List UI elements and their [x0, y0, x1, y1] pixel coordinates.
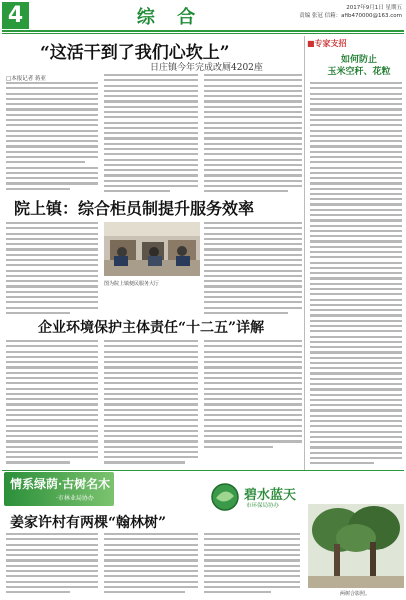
- article4-col2: [104, 533, 198, 596]
- logo-name: 碧水蓝天: [244, 488, 297, 503]
- article1-col1: [6, 82, 98, 193]
- article2-col3: [204, 222, 302, 317]
- sidebar-title-line1: 如何防止: [340, 55, 377, 65]
- article1-subheadline: 日庄镇今年完成改厕4202座: [150, 63, 263, 73]
- service-hall-photo: [104, 222, 200, 276]
- article4-col1: [6, 533, 98, 596]
- article3-col2: [104, 340, 198, 467]
- editor-info: 责编 张冠 信箱：afib470000@163.com: [299, 13, 402, 19]
- banner-title: 情系绿荫·古树名木: [10, 477, 111, 491]
- article1-headline: “这活干到了我们心坎上”: [40, 43, 230, 63]
- header-rule: [2, 30, 404, 32]
- article2-headline: 院上镇：综合柜员制提升服务效率: [14, 199, 255, 218]
- banner-subtitle: ·市林业局协办: [56, 495, 94, 502]
- service-hall-image: [104, 222, 200, 276]
- sidebar-title-line2: 玉米空秆、花粒: [327, 67, 391, 77]
- expert-tips-tag: ■专家支招: [307, 39, 347, 48]
- article3-headline: 企业环境保护主体责任“十二五”详解: [38, 320, 265, 336]
- trees-image: [308, 504, 404, 588]
- article2-photo-caption: 图为院上镇便民服务大厅: [104, 281, 160, 287]
- article3-col3: [204, 340, 302, 451]
- page-number: 4: [2, 2, 29, 29]
- logo-subtitle: 市环保局协办: [246, 503, 280, 509]
- sidebar-body: [310, 82, 402, 468]
- column-banner: [4, 472, 114, 506]
- article1-byline: □本报记者 蒋亚: [6, 76, 46, 82]
- environment-logo: [210, 482, 310, 514]
- article1-col2: [104, 74, 198, 195]
- section-divider: [2, 470, 404, 471]
- column-divider: [304, 36, 305, 470]
- issue-date: 2017年9月1日 星期五: [346, 5, 402, 11]
- article4-headline: 姜家许村有两棵“翰林树”: [10, 515, 167, 531]
- globe-leaf-icon: [210, 482, 240, 512]
- article1-col3: [204, 74, 302, 195]
- hanlin-trees-photo: [308, 504, 404, 588]
- masthead-meta: [292, 4, 402, 20]
- article4-col3: [204, 533, 300, 596]
- article2-col1: [6, 222, 98, 317]
- header-rule-thin: [2, 33, 404, 34]
- article4-photo-caption: 两树合影照。: [340, 591, 371, 597]
- section-title: 综 合: [136, 7, 204, 28]
- article3-col1: [6, 340, 98, 467]
